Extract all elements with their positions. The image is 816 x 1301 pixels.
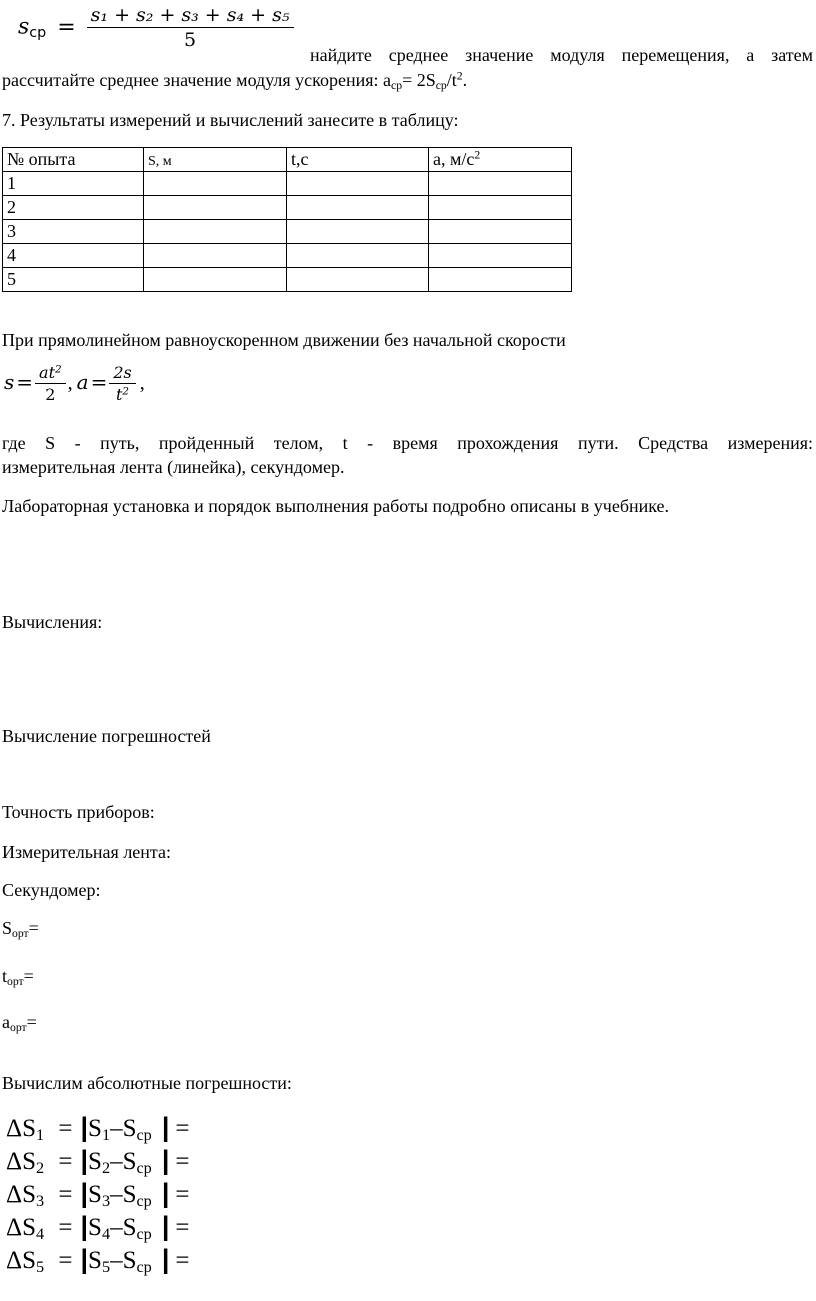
formula-fraction <box>87 4 294 51</box>
rel-eq: = <box>28 918 39 938</box>
abs-bar-left-icon: | <box>80 1178 89 1208</box>
error-calc-heading: Вычисление погрешностей <box>2 726 211 746</box>
sub-cp: ср <box>136 1126 152 1145</box>
header-trial: № опыта <box>3 148 144 172</box>
eq: = <box>58 1214 73 1241</box>
rel-sub: орт <box>7 974 24 988</box>
cell-trial: 3 <box>3 220 144 244</box>
results-table <box>2 147 572 292</box>
abs-bar-left-icon: | <box>80 1112 89 1142</box>
cell-trial: 1 <box>3 172 144 196</box>
cell-s[interactable] <box>144 244 287 268</box>
formula-eq: = <box>57 14 76 40</box>
cell-t[interactable] <box>287 196 429 220</box>
abs-error-1 <box>6 1112 189 1143</box>
calculations-heading: Вычисления: <box>2 612 103 632</box>
idx: 5 <box>35 1258 45 1277</box>
abs-errors-heading: Вычислим абсолютные погрешности: <box>2 1073 292 1093</box>
abs-error-3 <box>6 1178 189 1209</box>
eq: = <box>58 1148 73 1175</box>
rel-error-s <box>2 918 39 939</box>
header-a-sup: 2 <box>474 148 481 162</box>
abs-bar-right-icon: | <box>161 1112 170 1142</box>
average-displacement-formula <box>18 4 294 51</box>
formula-numerator: s₁ + s₂ + s₃ + s₄ + s₅ <box>87 4 294 28</box>
para-sub-2: ср <box>435 78 447 92</box>
cell-t[interactable] <box>287 268 429 292</box>
cell-t[interactable] <box>287 220 429 244</box>
a-lhs: a <box>76 370 89 394</box>
idx: 1 <box>101 1126 111 1145</box>
where-line-2: измерительная лента (линейка), секундомер. <box>2 457 345 477</box>
tail-eq: = <box>175 1247 190 1274</box>
header-a <box>429 148 572 172</box>
accuracy-heading: Точность приборов: <box>2 802 155 822</box>
paragraph-line-1: найдите среднее значение модуля перемещения, а затем <box>310 45 813 65</box>
delta-s: ΔS <box>6 1148 36 1175</box>
cell-trial: 5 <box>3 268 144 292</box>
delta-s: ΔS <box>6 1181 36 1208</box>
abs-error-5 <box>6 1244 189 1275</box>
header-s-label: S, м <box>148 154 172 169</box>
abs-bar-left-icon: | <box>80 1244 89 1274</box>
idx: 2 <box>101 1159 111 1178</box>
delta-s: ΔS <box>6 1214 36 1241</box>
header-a-label: a, м/c <box>433 149 475 169</box>
rel-eq: = <box>23 966 34 986</box>
tape-label: Измерительная лента: <box>2 842 171 862</box>
motion-formulas <box>4 363 145 404</box>
s-lhs: s <box>4 370 15 394</box>
comma-1: , <box>67 372 73 394</box>
formula-denominator: 5 <box>184 29 197 51</box>
cell-s[interactable] <box>144 220 287 244</box>
a-eq: = <box>90 370 108 394</box>
minus-s: –S <box>110 1148 137 1175</box>
s-eq: = <box>16 370 34 394</box>
item-7-heading: 7. Результаты измерений и вычислений занесите в таблицу: <box>2 110 459 130</box>
a-den-sup: 2 <box>122 385 130 398</box>
abs-bar-left-icon: | <box>80 1145 89 1175</box>
tail-eq: = <box>175 1148 190 1175</box>
sub-cp: ср <box>136 1258 152 1277</box>
a-den-text: t <box>115 385 123 404</box>
s-term: S <box>88 1247 102 1274</box>
minus-s: –S <box>110 1181 137 1208</box>
comma-2: , <box>139 372 145 394</box>
a-numerator: 2s <box>109 363 135 384</box>
abs-bar-right-icon: | <box>161 1244 170 1274</box>
a-denominator <box>116 384 129 404</box>
table-row <box>3 172 572 196</box>
tail-eq: = <box>175 1181 190 1208</box>
s-num-sup: 2 <box>55 363 62 376</box>
para-text: рассчитайте среднее значение модуля ускорения: a <box>2 70 392 90</box>
rel-sub: орт <box>10 1020 27 1034</box>
table-header-row <box>3 148 572 172</box>
idx: 3 <box>101 1192 111 1211</box>
sub-cp: ср <box>136 1225 152 1244</box>
cell-a[interactable] <box>429 196 572 220</box>
para-text-mid2: /t <box>446 70 457 90</box>
sub-cp: ср <box>136 1159 152 1178</box>
abs-bar-left-icon: | <box>80 1211 89 1241</box>
delta-s: ΔS <box>6 1115 36 1142</box>
rel-sym: t <box>2 966 8 986</box>
delta-s: ΔS <box>6 1247 36 1274</box>
minus-s: –S <box>110 1115 137 1142</box>
tail-eq: = <box>175 1214 190 1241</box>
cell-s[interactable] <box>144 268 287 292</box>
formula-lhs-sub: ср <box>29 25 47 42</box>
tail-eq: = <box>175 1115 190 1142</box>
abs-error-2 <box>6 1145 189 1176</box>
s-term: S <box>88 1148 102 1175</box>
s-denominator: 2 <box>45 385 56 404</box>
para-end: . <box>462 70 468 90</box>
cell-s[interactable] <box>144 196 287 220</box>
eq: = <box>58 1247 73 1274</box>
s-numerator <box>35 363 66 384</box>
idx: 5 <box>101 1258 111 1277</box>
s-fraction <box>35 363 66 404</box>
minus-s: –S <box>110 1214 137 1241</box>
s-term: S <box>88 1115 102 1142</box>
s-term: S <box>88 1214 102 1241</box>
cell-t[interactable] <box>287 244 429 268</box>
cell-t[interactable] <box>287 172 429 196</box>
header-s <box>144 148 287 172</box>
para-sup: 2 <box>456 69 463 83</box>
a-fraction <box>109 363 135 404</box>
paragraph-line-2 <box>2 70 467 91</box>
para-sub-1: ср <box>391 78 403 92</box>
idx: 4 <box>35 1225 45 1244</box>
rel-eq: = <box>26 1012 37 1032</box>
rel-error-a <box>2 1012 37 1033</box>
table-row <box>3 244 572 268</box>
abs-bar-right-icon: | <box>161 1178 170 1208</box>
idx: 3 <box>35 1192 45 1211</box>
stopwatch-label: Секундомер: <box>2 880 101 900</box>
cell-s[interactable] <box>144 172 287 196</box>
motion-text: При прямолинейном равноускоренном движении без начальной скорости <box>2 330 566 350</box>
cell-a[interactable] <box>429 220 572 244</box>
s-term: S <box>88 1181 102 1208</box>
minus-s: –S <box>110 1247 137 1274</box>
cell-trial: 2 <box>3 196 144 220</box>
idx: 2 <box>35 1159 45 1178</box>
table-row <box>3 196 572 220</box>
idx: 4 <box>101 1225 111 1244</box>
eq: = <box>58 1181 73 1208</box>
s-num-text: at <box>39 363 55 382</box>
rel-sym: S <box>2 918 13 938</box>
abs-bar-right-icon: | <box>161 1145 170 1175</box>
formula-lhs: s <box>18 14 30 40</box>
cell-trial: 4 <box>3 244 144 268</box>
header-t: t,c <box>287 148 429 172</box>
rel-sub: орт <box>12 926 29 940</box>
para-text-mid: = 2S <box>402 70 436 90</box>
cell-a[interactable] <box>429 172 572 196</box>
where-line-1: где S - путь, пройденный телом, t - время прохождения пути. Средства измерения: <box>2 433 813 453</box>
abs-error-4 <box>6 1211 189 1242</box>
cell-a[interactable] <box>429 244 572 268</box>
abs-bar-right-icon: | <box>161 1211 170 1241</box>
rel-sym: a <box>2 1012 10 1032</box>
table-row <box>3 268 572 292</box>
cell-a[interactable] <box>429 268 572 292</box>
eq: = <box>58 1115 73 1142</box>
idx: 1 <box>35 1126 45 1145</box>
sub-cp: ср <box>136 1192 152 1211</box>
table-row <box>3 220 572 244</box>
rel-error-t <box>2 966 34 987</box>
lab-setup-text: Лабораторная установка и порядок выполнения работы подробно описаны в учебнике. <box>2 496 670 516</box>
